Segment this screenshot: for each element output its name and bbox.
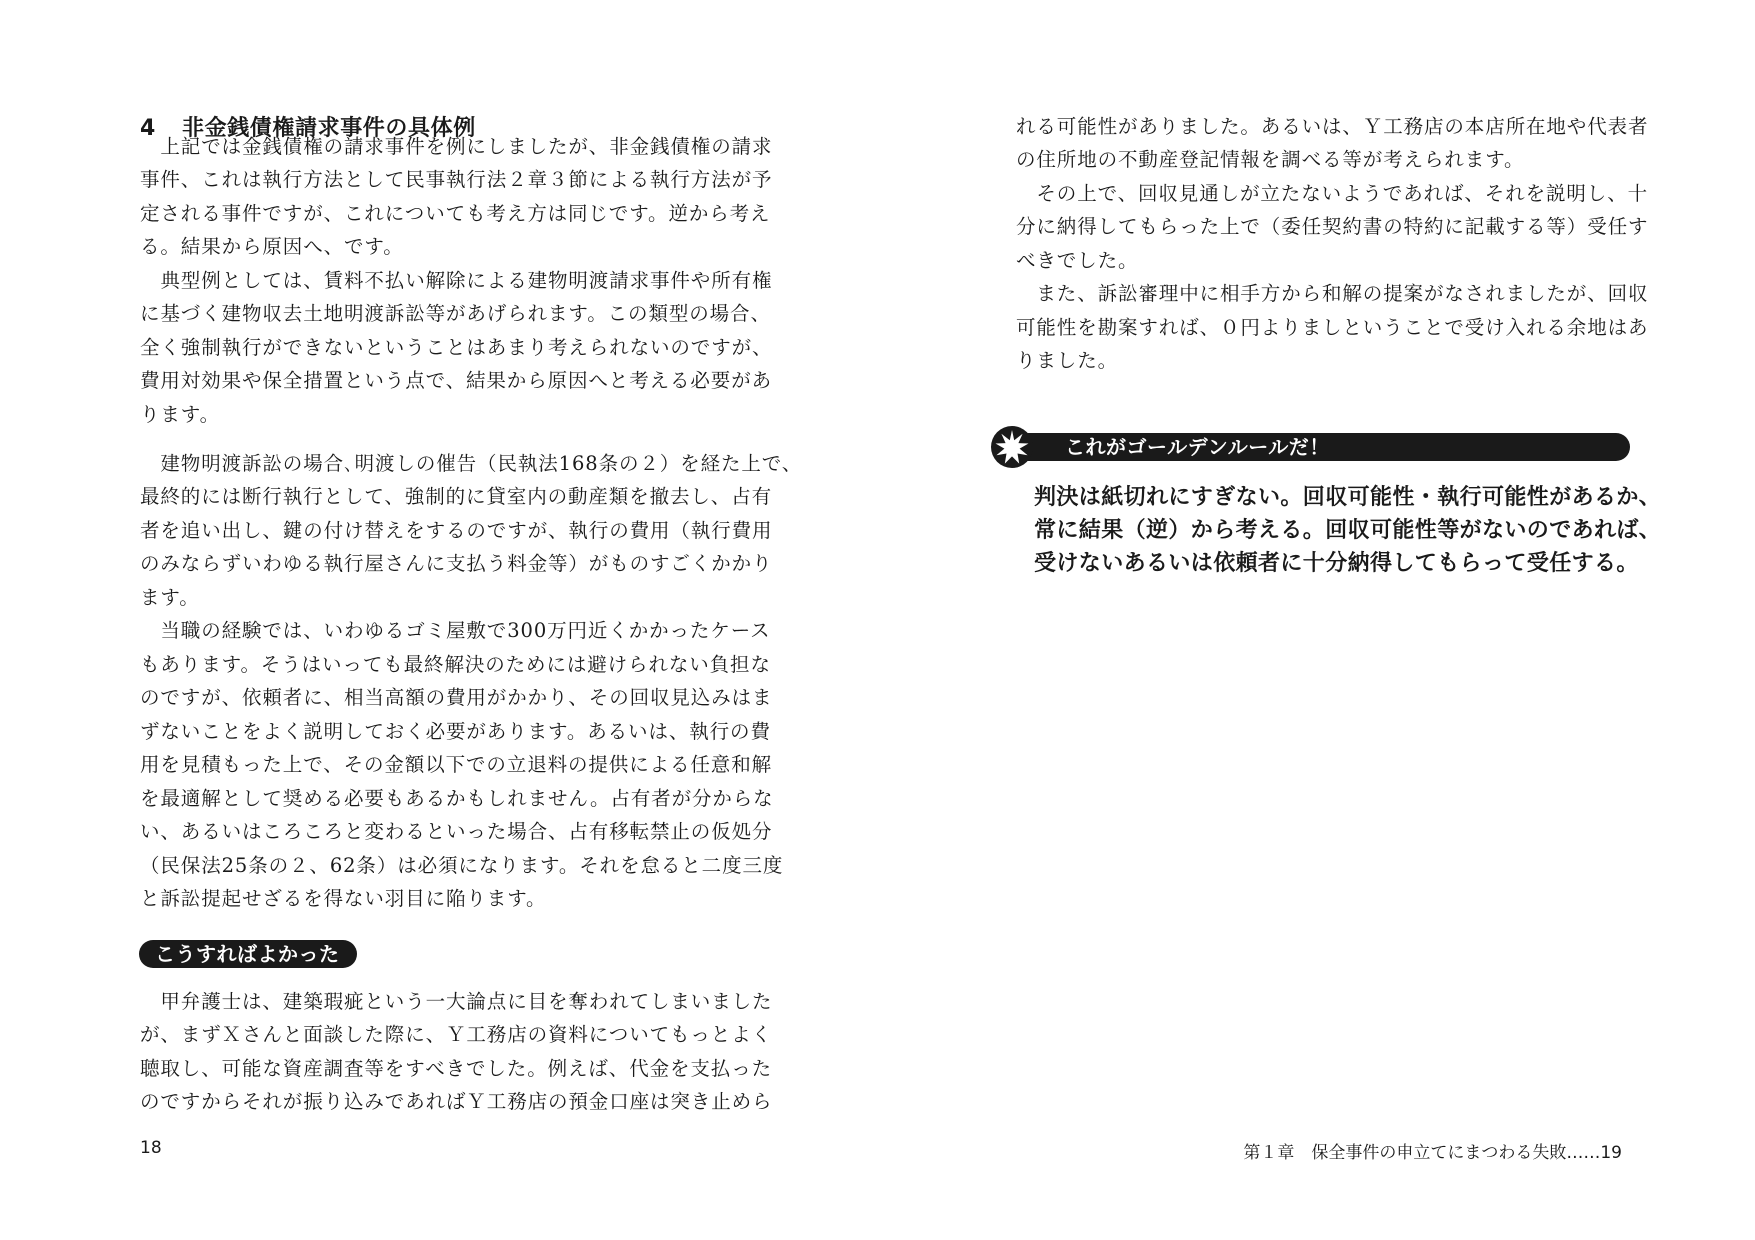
golden-rule-title: これがゴールデンルールだ！	[1065, 435, 1330, 459]
running-footer: 第１章 保全事件の申立てにまつわる失敗……19	[1243, 1143, 1622, 1163]
body-line: い、あるいはころころと変わるといった場合、占有移転禁止の仮処分	[140, 820, 773, 843]
golden-rule-line: 常に結果（逆）から考える。回収可能性等がないのであれば、	[1034, 518, 1662, 543]
page-number: 18	[140, 1138, 162, 1158]
body-line: ります。	[140, 403, 221, 426]
body-line: 典型例としては、賃料不払い解除による建物明渡請求事件や所有権	[140, 269, 773, 292]
body-line: 甲弁護士は、建築瑕疵という一大論点に目を奪われてしまいました	[140, 990, 773, 1013]
body-line: のですが、依頼者に、相当高額の費用がかかり、その回収見込みはま	[140, 686, 773, 709]
body-line: もあります。そうはいっても最終解決のためには避けられない負担な	[140, 653, 771, 676]
golden-rule-line: 判決は紙切れにすぎない。回収可能性・執行可能性があるか、	[1034, 485, 1662, 510]
body-line: 定される事件ですが、これについても考え方は同じです。逆から考え	[140, 202, 771, 225]
section-title: 非金銭債権請求事件の具体例	[182, 116, 476, 141]
body-line: ずないことをよく説明しておく必要があります。あるいは、執行の費	[140, 720, 771, 743]
golden-rule-line: 受けないあるいは依頼者に十分納得してもらって受任する。	[1034, 551, 1639, 576]
right-page	[877, 0, 1755, 1240]
body-line: の住所地の不動産登記情報を調べる等が考えられます。	[1016, 148, 1525, 171]
body-line: れる可能性がありました。あるいは、Ｙ工務店の本店所在地や代表者	[1016, 115, 1649, 138]
body-line: 当職の経験では、いわゆるゴミ屋敷で300万円近くかかったケース	[140, 619, 771, 642]
section-number: 4	[140, 116, 156, 141]
golden-rule-banner	[1005, 433, 1630, 461]
body-line: 費用対効果や保全措置という点で、結果から原因へと考える必要があ	[140, 369, 773, 392]
body-line: 分に納得してもらった上で（委任契約書の特約に記載する等）受任す	[1016, 215, 1649, 238]
body-line: と訴訟提起せざるを得ない羽目に陥ります。	[140, 887, 547, 910]
body-line: 聴取し、可能な資産調査等をすべきでした。例えば、代金を支払った	[140, 1057, 773, 1080]
body-line: 建物明渡訴訟の場合､明渡しの催告（民執法168条の２）を経た上で、	[140, 452, 803, 475]
left-page	[0, 0, 877, 1240]
body-line: が、まずＸさんと面談した際に、Ｙ工務店の資料についてもっとよく	[140, 1023, 773, 1046]
callout-label: こうすればよかった	[139, 940, 357, 968]
body-line: 上記では金銭債権の請求事件を例にしましたが、非金銭債権の請求	[140, 135, 773, 158]
body-line: べきでした。	[1016, 249, 1139, 272]
body-line: （民保法25条の２、62条）は必須になります。それを怠ると二度三度	[140, 854, 784, 877]
body-line: りました。	[1016, 349, 1119, 372]
body-line: のみならずいわゆる執行屋さんに支払う料金等）がものすごくかかり	[140, 552, 773, 575]
body-line: 最終的には断行執行として、強制的に貸室内の動産類を撤去し、占有	[140, 485, 773, 508]
body-line: を最適解として奨める必要もあるかもしれません。占有者が分からな	[140, 787, 774, 810]
body-line: 可能性を勘案すれば、０円よりましということで受け入れる余地はあ	[1016, 316, 1649, 339]
starburst-icon	[990, 425, 1034, 469]
body-line: ます。	[140, 586, 200, 609]
body-line: 全く強制執行ができないということはあまり考えられないのですが、	[140, 336, 773, 359]
body-line: 事件、これは執行方法として民事執行法２章３節による執行方法が予	[140, 168, 773, 191]
body-line: また、訴訟審理中に相手方から和解の提案がなされましたが、回収	[1016, 282, 1649, 305]
body-line: に基づく建物収去土地明渡訴訟等があげられます。この類型の場合、	[140, 302, 771, 325]
body-line: る。結果から原因へ、です。	[140, 235, 404, 258]
body-line: 用を見積もった上で、その金額以下での立退料の提供による任意和解	[140, 753, 773, 776]
body-line: のですからそれが振り込みであればＹ工務店の預金口座は突き止めら	[140, 1090, 773, 1113]
body-line: その上で、回収見通しが立たないようであれば、それを説明し、十	[1016, 182, 1649, 205]
body-line: 者を追い出し、鍵の付け替えをするのですが、執行の費用（執行費用	[140, 519, 773, 542]
